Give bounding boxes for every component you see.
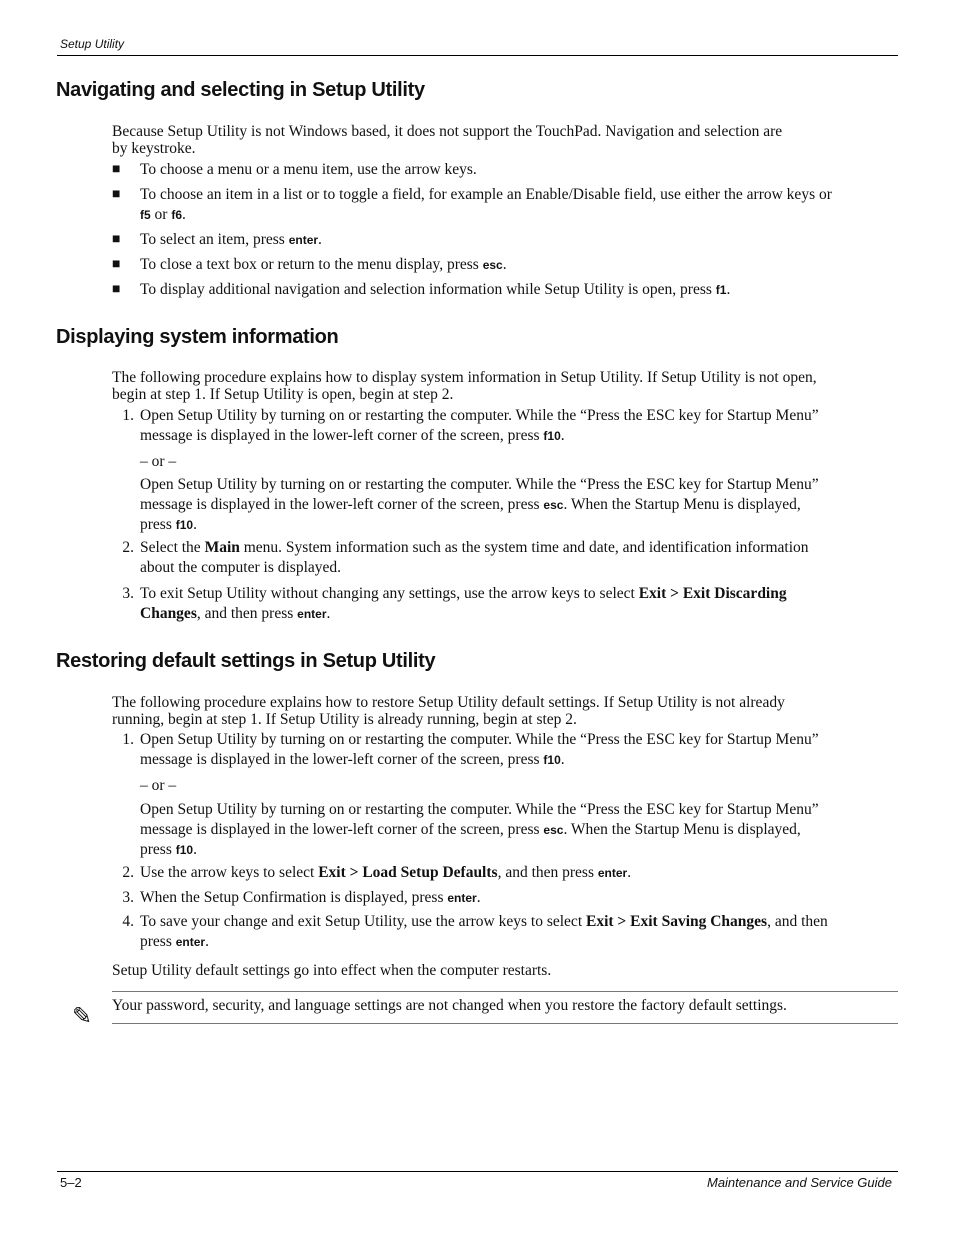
step-text: When the Setup Confirmation is displayed, press enter. [140, 889, 481, 906]
list-item: To close a text box or return to the menu display, press esc. [140, 256, 507, 273]
section-heading-navigating: Navigating and selecting in Setup Utility [56, 79, 425, 101]
note-text: Your password, security, and language settings are not changed when you restore the factory default settings. [112, 997, 787, 1014]
step-text: Open Setup Utility by turning on or restarting the computer. While the “Press the ESC key for Startup Menu” message is displayed in the lower-left corner of the screen, press esc. When the Startup Menu is displayed, press f10. [140, 801, 819, 858]
step-text: To save your change and exit Setup Utility, use the arrow keys to select Exit > Exit Saving Changes, and then press enter. [140, 913, 828, 950]
section2-intro: The following procedure explains how to display system information in Setup Utility. If Setup Utility is not open, begin at step 1. If Setup Utility is open, begin at step 2. [112, 369, 817, 403]
header-rule [57, 55, 898, 56]
footer-rule [57, 1171, 898, 1172]
step-text: Open Setup Utility by turning on or restarting the computer. While the “Press the ESC key for Startup Menu” message is displayed in the lower-left corner of the screen, press esc. When the Startup Menu is displayed, press f10. [140, 476, 819, 533]
or-separator: – or – [140, 453, 177, 470]
page-number: 5–2 [60, 1175, 82, 1190]
step-number: 1. [122, 731, 134, 748]
bullet-icon: ■ [112, 187, 121, 202]
list-item: To display additional navigation and selection information while Setup Utility is open, press f1. [140, 281, 731, 298]
pencil-note-icon: ✎ [72, 1004, 93, 1030]
section1-intro: Because Setup Utility is not Windows based, it does not support the TouchPad. Navigation and selection are by keystroke. [112, 123, 783, 157]
step-number: 2. [122, 864, 134, 881]
bullet-icon: ■ [112, 282, 121, 297]
step-text: Open Setup Utility by turning on or restarting the computer. While the “Press the ESC key for Startup Menu” message is displayed in the lower-left corner of the screen, press f10. [140, 407, 819, 444]
step-text: Open Setup Utility by turning on or restarting the computer. While the “Press the ESC key for Startup Menu” message is displayed in the lower-left corner of the screen, press f10. [140, 731, 819, 768]
list-item: To choose an item in a list or to toggle a field, for example an Enable/Disable field, use either the arrow keys or f5 or f6. [140, 186, 832, 223]
section3-intro: The following procedure explains how to restore Setup Utility default settings. If Setup Utility is not already running, begin at step 1. If Setup Utility is already running, begin at step 2. [112, 694, 785, 728]
step-text: Select the Main menu. System information such as the system time and date, and identification information about the computer is displayed. [140, 539, 809, 576]
bullet-icon: ■ [112, 232, 121, 247]
step-number: 3. [122, 585, 134, 602]
guide-title: Maintenance and Service Guide [706, 1175, 892, 1190]
step-number: 1. [122, 407, 134, 424]
list-item: To select an item, press enter. [140, 231, 322, 248]
closing-paragraph: Setup Utility default settings go into effect when the computer restarts. [112, 962, 552, 979]
step-number: 3. [122, 889, 134, 906]
or-separator: – or – [140, 777, 177, 794]
section-heading-restoring: Restoring default settings in Setup Utility [56, 650, 436, 672]
bullet-icon: ■ [112, 162, 121, 177]
bullet-icon: ■ [112, 257, 121, 272]
section-heading-displaying: Displaying system information [56, 326, 339, 348]
note-top-rule [112, 991, 898, 992]
step-number: 4. [122, 913, 134, 930]
list-item: To choose a menu or a menu item, use the arrow keys. [140, 161, 477, 178]
note-bottom-rule [112, 1023, 898, 1024]
step-number: 2. [122, 539, 134, 556]
step-text: To exit Setup Utility without changing any settings, use the arrow keys to select Exit > Exit Discarding Changes, and then press enter. [140, 585, 787, 622]
running-header: Setup Utility [60, 37, 125, 51]
step-text: Use the arrow keys to select Exit > Load Setup Defaults, and then press enter. [140, 864, 632, 881]
